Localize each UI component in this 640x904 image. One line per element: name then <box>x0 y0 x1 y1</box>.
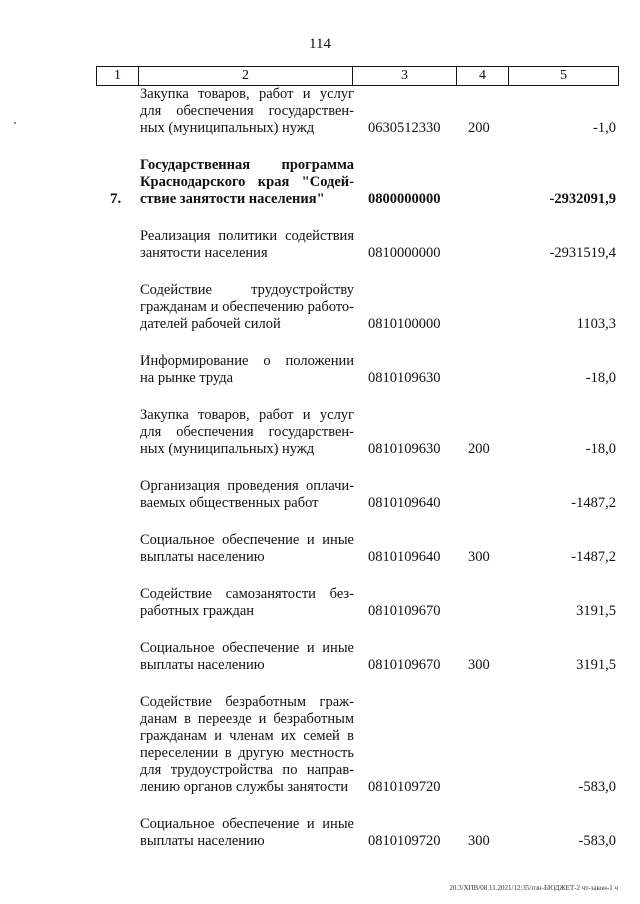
row-name <box>140 532 354 566</box>
table-row <box>0 478 640 512</box>
row-amount: -1,0 <box>593 120 616 136</box>
row-amount: -2931519,4 <box>549 245 616 261</box>
row-name-line: гражданам и обеспечению работо- <box>140 299 354 315</box>
row-name-line: лению органов службы занятости <box>140 779 349 795</box>
row-name-line: Содействие трудоустройству <box>140 282 354 298</box>
row-name <box>140 282 354 333</box>
row-name-line: на рынке труда <box>140 370 234 386</box>
row-amount: -2932091,9 <box>549 191 616 207</box>
row-code: 0810109630 <box>368 441 441 457</box>
row-name-line: для обеспечения государствен- <box>140 424 354 440</box>
row-amount: -583,0 <box>578 833 616 849</box>
row-amount: 1103,3 <box>576 316 616 332</box>
column-header-table <box>96 66 619 86</box>
row-name-line: данам в переезде и безработным <box>140 711 354 727</box>
row-expense-type: 300 <box>468 657 490 673</box>
row-name-line: для трудоустройства по направ- <box>140 762 354 778</box>
row-amount: -583,0 <box>578 779 616 795</box>
row-code: 0810000000 <box>368 245 441 261</box>
row-name <box>140 640 354 674</box>
row-expense-type: 200 <box>468 120 490 136</box>
table-row <box>0 157 640 208</box>
table-row <box>0 282 640 333</box>
row-name-line: Государственная программа <box>140 157 354 173</box>
row-code: 0630512330 <box>368 120 441 136</box>
table-row <box>0 816 640 850</box>
row-code: 0810109670 <box>368 657 441 673</box>
document-footer: 20.3/ХПВ/08.11.2021/12:35/пзн-БЮДЖЕТ-2 чт-закон-1 ч <box>449 884 618 892</box>
row-expense-type: 300 <box>468 549 490 565</box>
row-code: 0800000000 <box>368 191 441 207</box>
table-row <box>0 86 640 137</box>
row-name-line: ствие занятости населения" <box>140 191 325 207</box>
row-code: 0810109670 <box>368 603 441 619</box>
row-name <box>140 353 354 387</box>
row-name-line: Краснодарского края "Содей- <box>140 174 354 190</box>
row-name-line: Содействие самозанятости без- <box>140 586 354 602</box>
row-amount: -1487,2 <box>571 495 616 511</box>
column-header-row <box>97 67 619 86</box>
row-name-line: переселении в другую местность <box>140 745 354 761</box>
row-code: 0810100000 <box>368 316 441 332</box>
page-number: 114 <box>309 36 331 52</box>
column-header-1: 1 <box>97 67 139 86</box>
row-code: 0810109630 <box>368 370 441 386</box>
row-name-line: Социальное обеспечение и иные <box>140 816 354 832</box>
column-header-2: 2 <box>139 67 353 86</box>
row-name-line: Закупка товаров, работ и услуг <box>140 86 354 102</box>
row-name-line: Закупка товаров, работ и услуг <box>140 407 354 423</box>
row-code: 0810109640 <box>368 495 441 511</box>
row-name-line: выплаты населению <box>140 549 265 565</box>
row-name <box>140 86 354 137</box>
row-name-line: ных (муниципальных) нужд <box>140 441 315 457</box>
row-name-line: дателей рабочей силой <box>140 316 281 332</box>
table-row <box>0 353 640 387</box>
table-row <box>0 532 640 566</box>
row-code: 0810109720 <box>368 833 441 849</box>
row-amount: 3191,5 <box>576 603 616 619</box>
row-name-line: ных (муниципальных) нужд <box>140 120 315 136</box>
row-expense-type: 300 <box>468 833 490 849</box>
table-row <box>0 228 640 262</box>
row-name <box>140 586 354 620</box>
row-name <box>140 157 354 208</box>
row-amount: -1487,2 <box>571 549 616 565</box>
row-name-line: выплаты населению <box>140 833 265 849</box>
row-name <box>140 228 354 262</box>
row-name <box>140 816 354 850</box>
row-name <box>140 694 354 796</box>
column-header-3: 3 <box>353 67 457 86</box>
table-row <box>0 407 640 458</box>
row-name <box>140 407 354 458</box>
row-name-line: Социальное обеспечение и иные <box>140 640 354 656</box>
row-amount: -18,0 <box>585 441 616 457</box>
row-amount: -18,0 <box>585 370 616 386</box>
row-name-line: выплаты населению <box>140 657 265 673</box>
row-number: 7. <box>110 191 122 207</box>
table-row <box>0 640 640 674</box>
row-name-line: Содействие безработным граж- <box>140 694 354 710</box>
row-name-line: ваемых общественных работ <box>140 495 319 511</box>
row-name-line: для обеспечения государствен- <box>140 103 354 119</box>
row-name-line: гражданам и членам их семей в <box>140 728 354 744</box>
table-row <box>0 694 640 796</box>
row-code: 0810109640 <box>368 549 441 565</box>
row-expense-type: 200 <box>468 441 490 457</box>
row-name-line: занятости населения <box>140 245 268 261</box>
row-name-line: работных граждан <box>140 603 255 619</box>
row-name-line: Реализация политики содействия <box>140 228 354 244</box>
column-header-4: 4 <box>457 67 509 86</box>
row-name-line: Социальное обеспечение и иные <box>140 532 354 548</box>
budget-table-body <box>0 86 640 870</box>
row-amount: 3191,5 <box>576 657 616 673</box>
row-code: 0810109720 <box>368 779 441 795</box>
row-name-line: Организация проведения оплачи- <box>140 478 354 494</box>
row-name <box>140 478 354 512</box>
table-row <box>0 586 640 620</box>
column-header-5: 5 <box>509 67 619 86</box>
row-name-line: Информирование о положении <box>140 353 354 369</box>
